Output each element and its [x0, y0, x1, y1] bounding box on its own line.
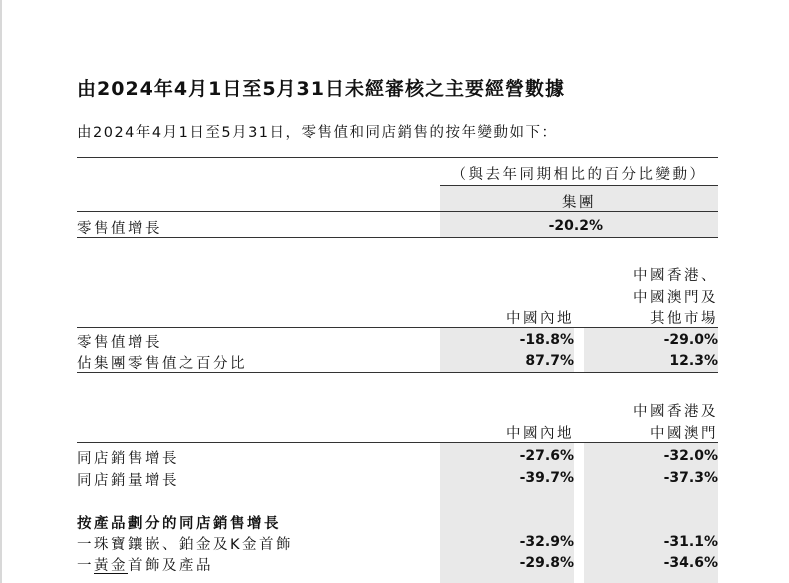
label-prefix: 一	[77, 558, 94, 574]
table-row-value-mainland: -29.8%	[519, 555, 574, 571]
table-row-label: 佔集團零售值之百分比	[77, 356, 247, 372]
table-row-value-hk-macau: -37.3%	[663, 470, 718, 486]
gold-link[interactable]: 黃金	[94, 558, 128, 574]
group-column-header: 集團	[562, 195, 596, 211]
unit-note: （與去年同期相比的百分比變動）	[451, 167, 707, 183]
table-row-label: 零售值增長	[77, 335, 162, 351]
table-row-value-mainland: 87.7%	[525, 353, 574, 369]
section1-bottom-rule	[77, 237, 718, 238]
section3-col2-header-line1: 中國香港及	[633, 404, 718, 420]
table-row-value-hk-macau: -32.0%	[663, 448, 718, 464]
section1-row-label: 零售值增長	[77, 221, 162, 237]
page-left-border	[0, 0, 2, 583]
table-top-rule	[77, 157, 718, 158]
table-row-label: 一珠寶鑲嵌、鉑金及K金首飾	[77, 537, 294, 553]
section2-col2-header-line1: 中國香港、	[633, 268, 718, 284]
section2-col2-header-line2: 中國澳門及	[633, 290, 718, 306]
product-subheading: 按產品劃分的同店銷售增長	[77, 516, 281, 532]
table-row-value-hk-macau: -31.1%	[663, 534, 718, 550]
section3-col2-header-line2: 中國澳門	[650, 426, 718, 442]
table-row-label	[77, 554, 213, 575]
table-row-value-hk-macau-other: 12.3%	[669, 353, 718, 369]
table-row-label: 同店銷售增長	[77, 451, 179, 467]
section3-col1-header: 中國內地	[506, 426, 574, 442]
table-row-label: 同店銷量增長	[77, 473, 179, 489]
section1-header-rule	[77, 211, 718, 212]
table-row-value-mainland: -27.6%	[519, 448, 574, 464]
table-row-value-mainland: -39.7%	[519, 470, 574, 486]
table-row-value-hk-macau: -34.6%	[663, 555, 718, 571]
section2-col2-header-line3: 其他市場	[650, 311, 718, 327]
intro-text: 由2024年4月1日至5月31日，零售值和同店銷售的按年變動如下：	[77, 125, 558, 141]
page-title: 由2024年4月1日至5月31日未經審核之主要經營數據	[77, 78, 565, 100]
label-suffix: 首飾及產品	[128, 558, 213, 574]
section1-row-value: -20.2%	[548, 218, 603, 234]
table-row-value-mainland: -32.9%	[519, 534, 574, 550]
table-row-value-hk-macau-other: -29.0%	[663, 332, 718, 348]
section2-col1-header: 中國內地	[506, 311, 574, 327]
table-row-value-mainland: -18.8%	[519, 332, 574, 348]
section2-bottom-rule	[77, 372, 718, 373]
